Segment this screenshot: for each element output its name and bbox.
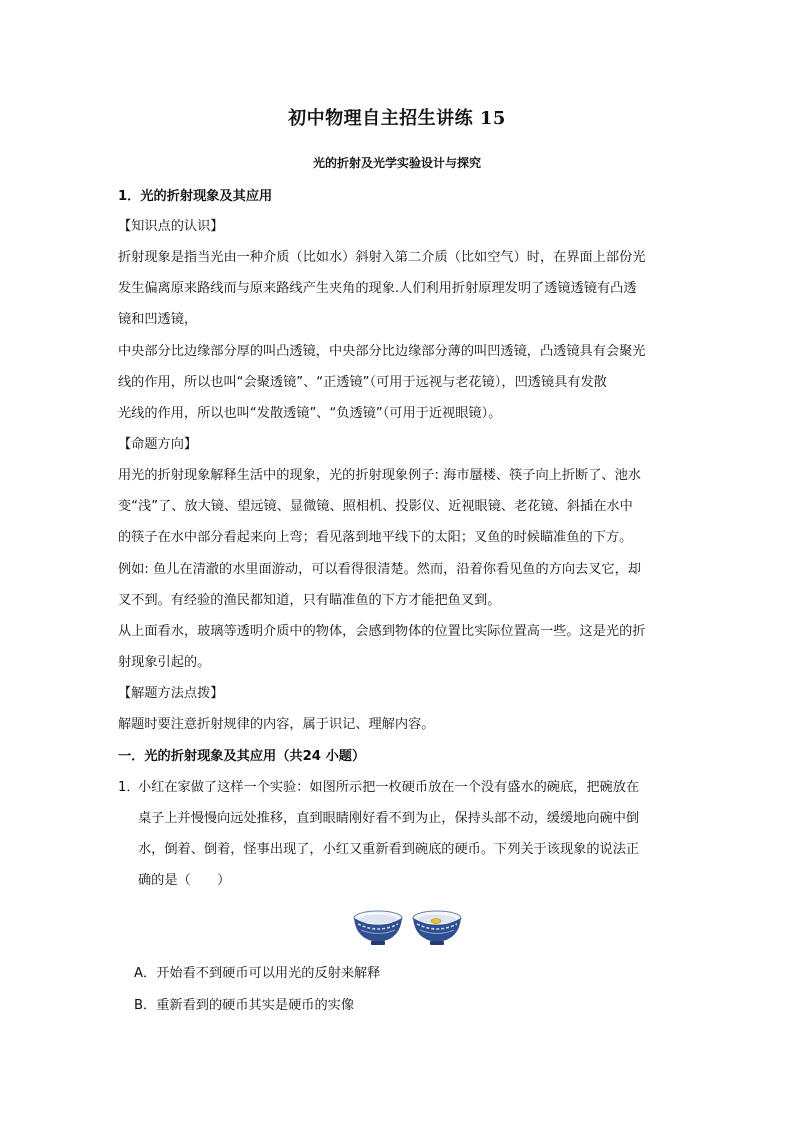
question-number: 1． [118,780,140,795]
empty-bowl-icon [354,911,402,945]
direction-line: 叉不到。有经验的渔民都知道，只有瞄准鱼的下方才能把鱼叉到。 [118,593,501,608]
direction-line: 用光的折射现象解释生活中的现象，光的折射现象例子: 海市蜃楼、筷子向上折断了、池水 [118,468,641,483]
bowls-illustration [352,908,464,948]
section-heading: 1．光的折射现象及其应用 [118,189,273,204]
question-line: 水，倒着、倒着，怪事出现了，小红又重新看到碗底的硬币。下列关于该现象的说法正 [138,842,640,857]
knowledge-line: 折射现象是指当光由一种介质（比如水）斜射入第二介质（比如空气）时，在界面上部份光 [118,250,646,265]
direction-line: 从上面看水，玻璃等透明介质中的物体，会感到物体的位置比实际位置高一些。这是光的折 [118,624,646,639]
part-heading: 一．光的折射现象及其应用（共24 小题） [118,749,366,764]
method-line: 解题时要注意折射规律的内容，属于识记、理解内容。 [118,717,435,732]
question-line: 确的是（ ） [138,873,231,888]
knowledge-line: 镜和凹透镜， [118,312,198,327]
question-line: 小红在家做了这样一个实验：如图所示把一枚硬币放在一个没有盛水的碗底，把碗放在 [138,780,640,795]
direction-heading: 【命题方向】 [118,437,198,452]
knowledge-heading: 【知识点的认识】 [118,219,224,234]
document-title: 初中物理自主招生讲练 15 [288,108,506,129]
bowl-with-coin-icon [413,911,461,945]
question-line: 桌子上并慢慢向远处推移，直到眼睛刚好看不到为止，保持头部不动，缓缓地向碗中倒 [138,811,640,826]
document-subtitle: 光的折射及光学实验设计与探究 [312,156,481,170]
knowledge-line: 中央部分比边缘部分厚的叫凸透镜，中央部分比边缘部分薄的叫凹透镜，凸透镜具有会聚光 [118,344,646,359]
knowledge-line: 线的作用，所以也叫“会聚透镜”、“正透镜”（可用于远视与老花镜），凹透镜具有发散 [118,375,607,390]
direction-line: 的筷子在水中部分看起来向上弯；看见落到地平线下的太阳；叉鱼的时候瞄准鱼的下方。 [118,530,633,545]
knowledge-line: 发生偏离原来路线而与原来路线产生夹角的现象.人们利用折射原理发明了透镜透镜有凸透 [118,281,637,296]
direction-line: 射现象引起的。 [118,655,211,670]
option-b: B．重新看到的硬币其实是硬币的实像 [134,998,355,1013]
option-a: A．开始看不到硬币可以用光的反射来解释 [134,966,381,981]
direction-line: 变“浅”了、放大镜、望远镜、显微镜、照相机、投影仪、近视眼镜、老花镜、斜插在水中 [118,499,633,514]
direction-line: 例如: 鱼儿在清澈的水里面游动，可以看得很清楚。然而，沿着你看见鱼的方向去叉它，却 [118,562,641,577]
method-heading: 【解题方法点拨】 [118,686,224,701]
knowledge-line: 光线的作用，所以也叫“发散透镜”、“负透镜”（可用于近视眼镜）。 [118,406,502,421]
